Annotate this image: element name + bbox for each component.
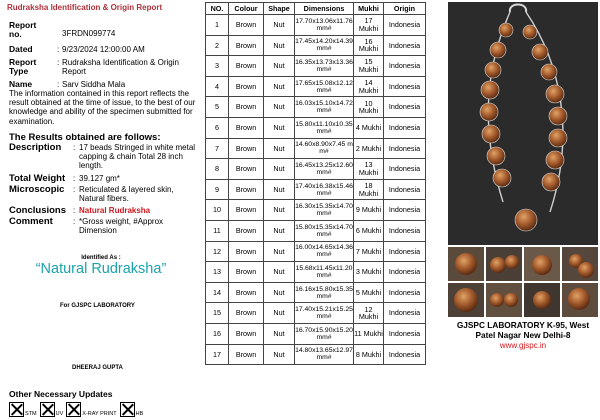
- colon: :: [73, 174, 76, 183]
- cell-no: 14: [206, 282, 229, 303]
- cell-dimensions: 17.65x15.08x12.12 mm#: [295, 76, 354, 97]
- table-row: [206, 117, 426, 138]
- cell-colour: Brown: [229, 138, 264, 159]
- cell-dimensions: 14.60x8.90x7.45 mm#: [295, 138, 354, 159]
- thumbnail-image: [562, 283, 598, 317]
- cell-colour: Brown: [229, 241, 264, 262]
- cell-shape: Nut: [264, 159, 295, 180]
- comment-label: Comment: [9, 216, 53, 227]
- field-label-report-type: Report Type: [9, 57, 37, 76]
- cell-origin: Indonesia: [384, 179, 426, 200]
- checkbox-x-icon: [66, 402, 81, 417]
- cell-dimensions: 17.40x15.21x15.25 mm#: [295, 303, 354, 324]
- lab-website-link[interactable]: www.gjspc.in: [499, 341, 547, 350]
- bead-icon: [485, 62, 501, 78]
- cell-mukhi: 8 Mukhi: [354, 344, 384, 365]
- cell-origin: Indonesia: [384, 15, 426, 36]
- cell-shape: Nut: [264, 262, 295, 283]
- cell-shape: Nut: [264, 76, 295, 97]
- cell-mukhi: 4 Mukhi: [354, 117, 384, 138]
- cell-origin: Indonesia: [384, 76, 426, 97]
- other-updates-heading: Other Necessary Updates: [9, 389, 113, 399]
- cell-shape: Nut: [264, 282, 295, 303]
- cell-no: 13: [206, 262, 229, 283]
- cell-mukhi: 11 Mukhi: [354, 323, 384, 344]
- column-header: Dimensions: [295, 3, 354, 15]
- cell-dimensions: 16.00x14.65x14.36 mm#: [295, 241, 354, 262]
- cell-no: 1: [206, 15, 229, 36]
- cell-no: 3: [206, 56, 229, 77]
- thumbnail-image: [486, 283, 522, 317]
- table-row: [206, 323, 426, 344]
- colon: :: [73, 217, 76, 226]
- bead-icon: [482, 125, 500, 143]
- update-label: X-RAY PRINT: [82, 411, 117, 417]
- table-row: [206, 15, 426, 36]
- cell-mukhi: 10 Mukhi: [354, 97, 384, 118]
- bead-icon: [493, 169, 511, 187]
- cell-mukhi: 16 Mukhi: [354, 35, 384, 56]
- lab-name: GJSPC LABORATORY K-95, West Patel Nagar New Delhi-8: [456, 320, 590, 340]
- bead-icon: [523, 25, 537, 39]
- field-label-dated: Dated: [9, 44, 33, 54]
- update-label: STM: [25, 411, 37, 417]
- cell-origin: Indonesia: [384, 282, 426, 303]
- cell-no: 5: [206, 97, 229, 118]
- cell-mukhi: 3 Mukhi: [354, 262, 384, 283]
- cell-origin: Indonesia: [384, 35, 426, 56]
- cell-colour: Brown: [229, 303, 264, 324]
- cell-dimensions: 16.03x15.10x14.72 mm#: [295, 97, 354, 118]
- cell-mukhi: 5 Mukhi: [354, 282, 384, 303]
- cell-origin: Indonesia: [384, 303, 426, 324]
- column-header: NO.: [206, 3, 229, 15]
- cell-colour: Brown: [229, 76, 264, 97]
- field-value-report-no: 3FRDN099774: [62, 29, 116, 38]
- field-value-report-type: Rudraksha Identification & Origin Report: [62, 58, 179, 76]
- bead-icon: [487, 147, 505, 165]
- column-header: Colour: [229, 3, 264, 15]
- cell-origin: Indonesia: [384, 159, 426, 180]
- bead-icon: [515, 209, 537, 231]
- colon: :: [57, 80, 60, 89]
- update-label: UV: [55, 411, 64, 417]
- microscopic-value: Reticulated & layered skin, Natural fibers.: [79, 185, 174, 203]
- results-heading: The Results obtained are follows:: [9, 132, 161, 143]
- table-row: [206, 138, 426, 159]
- cell-no: 8: [206, 159, 229, 180]
- cell-colour: Brown: [229, 117, 264, 138]
- table-row: [206, 179, 426, 200]
- bead-icon: [546, 151, 564, 169]
- cell-shape: Nut: [264, 323, 295, 344]
- thumbnail-image: [448, 283, 484, 317]
- conclusions-label: Conclusions: [9, 205, 67, 216]
- update-xray: [66, 402, 116, 417]
- cell-origin: Indonesia: [384, 97, 426, 118]
- table-row: [206, 220, 426, 241]
- cell-dimensions: 17.40x16.38x15.46 mm#: [295, 179, 354, 200]
- thumbnail-image: [562, 247, 598, 281]
- cell-dimensions: 14.80x13.65x12.97 mm#: [295, 344, 354, 365]
- cell-dimensions: 16.16x15.80x15.35 mm#: [295, 282, 354, 303]
- table-row: [206, 303, 426, 324]
- cell-mukhi: 17 Mukhi: [354, 15, 384, 36]
- identified-as-label: Identified As :: [81, 255, 121, 261]
- cell-colour: Brown: [229, 282, 264, 303]
- cell-mukhi: 9 Mukhi: [354, 200, 384, 221]
- identified-as-value: “Natural Rudraksha”: [35, 261, 167, 277]
- cell-no: 7: [206, 138, 229, 159]
- cell-shape: Nut: [264, 220, 295, 241]
- checkbox-x-icon: [120, 402, 135, 417]
- bead-icon: [481, 81, 499, 99]
- cell-colour: Brown: [229, 159, 264, 180]
- cell-mukhi: 7 Mukhi: [354, 241, 384, 262]
- colon: :: [73, 185, 76, 194]
- cell-shape: Nut: [264, 35, 295, 56]
- table-row: [206, 262, 426, 283]
- total-weight-value: 39.127 gm*: [79, 174, 120, 183]
- table-row: [206, 200, 426, 221]
- total-weight-label: Total Weight: [9, 173, 66, 184]
- cell-shape: Nut: [264, 241, 295, 262]
- cell-colour: Brown: [229, 35, 264, 56]
- table-header-row: [206, 3, 426, 15]
- update-stm: [9, 402, 37, 417]
- cell-no: 17: [206, 344, 229, 365]
- bead-icon: [542, 173, 560, 191]
- field-label-name: Name: [9, 79, 33, 89]
- bead-icon: [490, 42, 506, 58]
- table-row: [206, 76, 426, 97]
- cell-dimensions: 15.68x11.45x11.20 mm#: [295, 262, 354, 283]
- cell-shape: Nut: [264, 303, 295, 324]
- cell-no: 2: [206, 35, 229, 56]
- cell-no: 12: [206, 241, 229, 262]
- bead-icon: [546, 85, 564, 103]
- cell-mukhi: 14 Mukhi: [354, 76, 384, 97]
- cell-mukhi: 13 Mukhi: [354, 159, 384, 180]
- cell-mukhi: 15 Mukhi: [354, 56, 384, 77]
- bead-icon: [541, 64, 557, 80]
- for-laboratory: For GJSPC LABORATORY: [60, 303, 135, 309]
- cell-colour: Brown: [229, 344, 264, 365]
- bead-icon: [480, 103, 498, 121]
- cell-shape: Nut: [264, 15, 295, 36]
- cell-colour: Brown: [229, 97, 264, 118]
- checkbox-x-icon: [40, 402, 55, 417]
- colon: :: [57, 58, 60, 67]
- cell-dimensions: 17.45x14.20x14.39 mm#: [295, 35, 354, 56]
- column-header: Shape: [264, 3, 295, 15]
- cell-dimensions: 17.70x13.06x11.76 mm#: [295, 15, 354, 36]
- cell-colour: Brown: [229, 179, 264, 200]
- disclaimer-paragraph: The information contained in this report reflects the result obtained at the time of issue, to the best of our knowledge and ability of the specimen submitted for examination.: [9, 89, 196, 126]
- colon: :: [73, 206, 76, 215]
- column-header: Mukhi: [354, 3, 384, 15]
- field-value-dated: 9/23/2024 12:00:00 AM: [62, 45, 145, 54]
- update-hb: [120, 402, 144, 417]
- signatory-name: DHEERAJ GUPTA: [72, 365, 123, 371]
- cell-shape: Nut: [264, 97, 295, 118]
- field-label-report-no: Report no.: [9, 20, 37, 39]
- cell-dimensions: 16.70x15.90x15.20 mm#: [295, 323, 354, 344]
- description-value: 17 beads Stringed in white metal capping & chain Total 28 inch length.: [79, 143, 196, 170]
- bead-icon: [499, 23, 513, 37]
- bead-icon: [549, 129, 567, 147]
- column-header: Origin: [384, 3, 426, 15]
- checkbox-x-icon: [9, 402, 24, 417]
- cell-shape: Nut: [264, 138, 295, 159]
- cell-colour: Brown: [229, 15, 264, 36]
- cell-origin: Indonesia: [384, 323, 426, 344]
- cell-origin: Indonesia: [384, 56, 426, 77]
- description-label: Description: [9, 142, 62, 153]
- table-row: [206, 241, 426, 262]
- cell-mukhi: 2 Mukhi: [354, 138, 384, 159]
- colon: :: [57, 45, 60, 54]
- cell-dimensions: 16.30x15.35x14.70 mm#: [295, 200, 354, 221]
- update-label: HB: [135, 411, 144, 417]
- microscopic-label: Microscopic: [9, 184, 65, 195]
- colon: :: [73, 143, 76, 152]
- cell-dimensions: 16.45x13.25x12.60 mm#: [295, 159, 354, 180]
- cell-origin: Indonesia: [384, 200, 426, 221]
- cell-colour: Brown: [229, 220, 264, 241]
- mala-photo: [448, 2, 598, 245]
- cell-shape: Nut: [264, 117, 295, 138]
- cell-shape: Nut: [264, 344, 295, 365]
- thumbnail-grid: [448, 247, 598, 317]
- cell-no: 11: [206, 220, 229, 241]
- cell-no: 10: [206, 200, 229, 221]
- cell-origin: Indonesia: [384, 220, 426, 241]
- table-row: [206, 282, 426, 303]
- cell-mukhi: 12 Mukhi: [354, 303, 384, 324]
- report-title: Rudraksha Identification & Origin Report: [7, 3, 163, 12]
- cell-origin: Indonesia: [384, 117, 426, 138]
- thumbnail-image: [524, 247, 560, 281]
- cell-origin: Indonesia: [384, 344, 426, 365]
- bead-icon: [549, 107, 567, 125]
- cell-dimensions: 15.80x15.35x14.70 mm#: [295, 220, 354, 241]
- cell-origin: Indonesia: [384, 241, 426, 262]
- field-value-name: Sarv Siddha Mala: [62, 80, 126, 89]
- thumbnail-image: [486, 247, 522, 281]
- table-row: [206, 97, 426, 118]
- report-details-panel: [0, 0, 202, 420]
- updates-row: [9, 400, 146, 417]
- cell-no: 9: [206, 179, 229, 200]
- cell-colour: Brown: [229, 262, 264, 283]
- cell-no: 6: [206, 117, 229, 138]
- bead-icon: [532, 44, 548, 60]
- update-uv: [40, 402, 64, 417]
- cell-no: 15: [206, 303, 229, 324]
- cell-colour: Brown: [229, 323, 264, 344]
- cell-origin: Indonesia: [384, 262, 426, 283]
- cell-mukhi: 6 Mukhi: [354, 220, 384, 241]
- cell-colour: Brown: [229, 56, 264, 77]
- cell-shape: Nut: [264, 179, 295, 200]
- cell-colour: Brown: [229, 200, 264, 221]
- cell-shape: Nut: [264, 56, 295, 77]
- table-row: [206, 35, 426, 56]
- table-body: [206, 15, 426, 365]
- table-row: [206, 159, 426, 180]
- cell-dimensions: 15.80x11.10x10.35 mm#: [295, 117, 354, 138]
- cell-mukhi: 18 Mukhi: [354, 179, 384, 200]
- table-row: [206, 344, 426, 365]
- mala-beads-illustration: [448, 2, 598, 245]
- cell-no: 16: [206, 323, 229, 344]
- cell-dimensions: 16.35x13.73x13.36 mm#: [295, 56, 354, 77]
- cell-no: 4: [206, 76, 229, 97]
- thumbnail-image: [448, 247, 484, 281]
- bead-table: [205, 2, 426, 365]
- cell-origin: Indonesia: [384, 138, 426, 159]
- conclusions-value: Natural Rudraksha: [79, 206, 151, 215]
- cell-shape: Nut: [264, 200, 295, 221]
- comment-value: *Gross weight, #Approx Dimension: [79, 217, 164, 235]
- thumbnail-image: [524, 283, 560, 317]
- table-row: [206, 56, 426, 77]
